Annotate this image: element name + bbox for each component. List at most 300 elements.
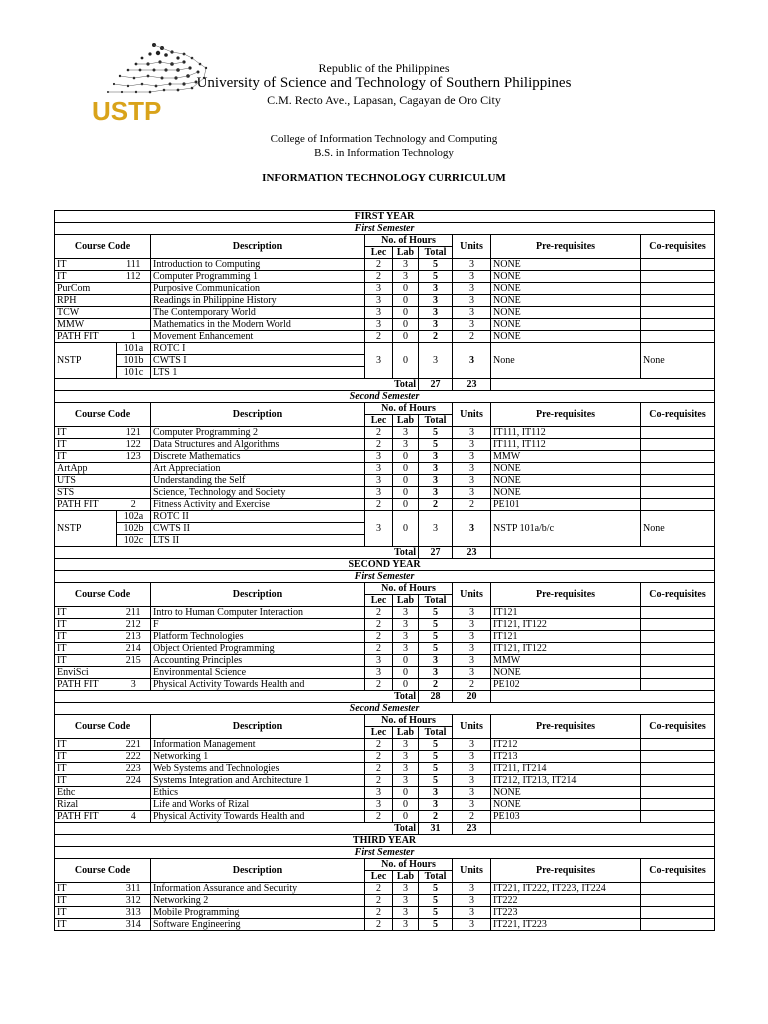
description-header: Description bbox=[151, 403, 365, 427]
lec-hours: 3 bbox=[365, 463, 393, 475]
course-code-header: Course Code bbox=[55, 235, 151, 259]
prerequisites: NONE bbox=[491, 259, 641, 271]
corequisites bbox=[641, 919, 715, 931]
corequisites bbox=[641, 487, 715, 499]
lab-hours: 0 bbox=[393, 295, 419, 307]
course-number: 224 bbox=[117, 775, 151, 787]
total-hours: 3 bbox=[419, 787, 453, 799]
corequisites bbox=[641, 631, 715, 643]
lec-hours: 2 bbox=[365, 619, 393, 631]
semester-total-hours: 31 bbox=[419, 823, 453, 835]
prerequisites: MMW bbox=[491, 655, 641, 667]
lec-hours: 2 bbox=[365, 607, 393, 619]
lec-hours: 2 bbox=[365, 427, 393, 439]
course-subject: IT bbox=[55, 271, 117, 283]
course-subject: IT bbox=[55, 919, 117, 931]
units: 3 bbox=[453, 295, 491, 307]
course-description: Life and Works of Rizal bbox=[151, 799, 365, 811]
corequisites bbox=[641, 283, 715, 295]
lec-header: Lec bbox=[365, 727, 393, 739]
course-row bbox=[55, 787, 715, 799]
semester-row bbox=[55, 571, 715, 583]
corequisites bbox=[641, 607, 715, 619]
corequisites bbox=[641, 259, 715, 271]
course-number bbox=[117, 787, 151, 799]
course-subject: MMW bbox=[55, 319, 117, 331]
semester-total-row bbox=[55, 691, 715, 703]
semester-total-row bbox=[55, 379, 715, 391]
lec-hours: 2 bbox=[365, 499, 393, 511]
semester-total-units: 23 bbox=[453, 823, 491, 835]
prerequisites: MMW bbox=[491, 451, 641, 463]
units: 3 bbox=[453, 283, 491, 295]
course-row bbox=[55, 427, 715, 439]
prerequisites: NONE bbox=[491, 487, 641, 499]
total-hours: 3 bbox=[419, 667, 453, 679]
course-number: 2 bbox=[117, 499, 151, 511]
lab-hours: 0 bbox=[393, 475, 419, 487]
hours-header: No. of Hours bbox=[365, 859, 453, 871]
course-description: Computer Programming 1 bbox=[151, 271, 365, 283]
course-number bbox=[117, 319, 151, 331]
corequisites bbox=[641, 307, 715, 319]
course-number: 314 bbox=[117, 919, 151, 931]
prerequisites: NONE bbox=[491, 307, 641, 319]
course-description: LTS II bbox=[151, 535, 365, 547]
lab-header: Lab bbox=[393, 595, 419, 607]
course-row bbox=[55, 439, 715, 451]
prerequisites: IT212 bbox=[491, 739, 641, 751]
units-header: Units bbox=[453, 583, 491, 607]
units: 3 bbox=[453, 763, 491, 775]
year-title: FIRST YEAR bbox=[55, 211, 715, 223]
course-number: 102a bbox=[117, 511, 151, 523]
lec-hours: 2 bbox=[365, 739, 393, 751]
lab-hours: 0 bbox=[393, 679, 419, 691]
prerequisites: NONE bbox=[491, 295, 641, 307]
semester-total-row bbox=[55, 823, 715, 835]
semester-row bbox=[55, 391, 715, 403]
units-header: Units bbox=[453, 715, 491, 739]
course-subject: IT bbox=[55, 607, 117, 619]
prerequisites: NONE bbox=[491, 283, 641, 295]
corequisites bbox=[641, 643, 715, 655]
prerequisites: IT121, IT122 bbox=[491, 619, 641, 631]
total-hours: 5 bbox=[419, 259, 453, 271]
course-description: Movement Enhancement bbox=[151, 331, 365, 343]
hours-header: No. of Hours bbox=[365, 235, 453, 247]
coreq-header: Co-requisites bbox=[641, 859, 715, 883]
corequisites bbox=[641, 667, 715, 679]
course-number: 112 bbox=[117, 271, 151, 283]
prerequisites: IT111, IT112 bbox=[491, 427, 641, 439]
prereq-header: Pre-requisites bbox=[491, 403, 641, 427]
corequisites bbox=[641, 295, 715, 307]
year-row bbox=[55, 559, 715, 571]
lec-hours: 2 bbox=[365, 763, 393, 775]
lec-hours: 3 bbox=[365, 343, 393, 379]
empty-cell bbox=[491, 823, 715, 835]
lec-hours: 3 bbox=[365, 487, 393, 499]
corequisites bbox=[641, 787, 715, 799]
nstp-row bbox=[55, 343, 715, 355]
lab-hours: 0 bbox=[393, 811, 419, 823]
lec-hours: 3 bbox=[365, 295, 393, 307]
course-number: 211 bbox=[117, 607, 151, 619]
course-row bbox=[55, 271, 715, 283]
semester-title: Second Semester bbox=[55, 391, 715, 403]
total-header: Total bbox=[419, 595, 453, 607]
semester-title: First Semester bbox=[55, 571, 715, 583]
course-row bbox=[55, 667, 715, 679]
course-subject: IT bbox=[55, 619, 117, 631]
lab-header: Lab bbox=[393, 871, 419, 883]
course-number: 223 bbox=[117, 763, 151, 775]
course-description: ROTC I bbox=[151, 343, 365, 355]
course-description: The Contemporary World bbox=[151, 307, 365, 319]
course-number: 213 bbox=[117, 631, 151, 643]
total-hours: 5 bbox=[419, 919, 453, 931]
course-row bbox=[55, 799, 715, 811]
prerequisites: IT111, IT112 bbox=[491, 439, 641, 451]
description-header: Description bbox=[151, 235, 365, 259]
units: 3 bbox=[453, 919, 491, 931]
year-title: THIRD YEAR bbox=[55, 835, 715, 847]
coreq-header: Co-requisites bbox=[641, 583, 715, 607]
lab-hours: 3 bbox=[393, 439, 419, 451]
corequisites bbox=[641, 679, 715, 691]
total-header: Total bbox=[419, 415, 453, 427]
semester-title: Second Semester bbox=[55, 703, 715, 715]
course-number bbox=[117, 463, 151, 475]
course-description: Environmental Science bbox=[151, 667, 365, 679]
course-subject: IT bbox=[55, 451, 117, 463]
corequisites bbox=[641, 319, 715, 331]
semester-row bbox=[55, 223, 715, 235]
university-address: C.M. Recto Ave., Lapasan, Cagayan de Oro City bbox=[267, 93, 501, 107]
corequisites: None bbox=[641, 343, 715, 379]
prerequisites: PE103 bbox=[491, 811, 641, 823]
course-number bbox=[117, 295, 151, 307]
total-header: Total bbox=[419, 727, 453, 739]
course-row bbox=[55, 259, 715, 271]
lec-hours: 3 bbox=[365, 475, 393, 487]
prerequisites: NONE bbox=[491, 271, 641, 283]
course-description: Intro to Human Computer Interaction bbox=[151, 607, 365, 619]
lab-hours: 0 bbox=[393, 787, 419, 799]
lab-header: Lab bbox=[393, 247, 419, 259]
lec-hours: 3 bbox=[365, 319, 393, 331]
course-subject: PATH FIT bbox=[55, 679, 117, 691]
lab-hours: 3 bbox=[393, 271, 419, 283]
course-number: 312 bbox=[117, 895, 151, 907]
column-header-row bbox=[55, 583, 715, 595]
lab-hours: 0 bbox=[393, 451, 419, 463]
course-description: Information Management bbox=[151, 739, 365, 751]
course-subject: Rizal bbox=[55, 799, 117, 811]
lab-hours: 0 bbox=[393, 799, 419, 811]
lab-hours: 3 bbox=[393, 619, 419, 631]
course-row bbox=[55, 451, 715, 463]
lab-header: Lab bbox=[393, 415, 419, 427]
units: 3 bbox=[453, 463, 491, 475]
course-number: 221 bbox=[117, 739, 151, 751]
course-row bbox=[55, 319, 715, 331]
lec-hours: 2 bbox=[365, 751, 393, 763]
total-hours: 5 bbox=[419, 739, 453, 751]
column-header-row bbox=[55, 859, 715, 871]
total-hours: 3 bbox=[419, 343, 453, 379]
units: 3 bbox=[453, 475, 491, 487]
corequisites bbox=[641, 619, 715, 631]
total-header: Total bbox=[419, 247, 453, 259]
lec-hours: 2 bbox=[365, 775, 393, 787]
course-number bbox=[117, 475, 151, 487]
course-subject: PATH FIT bbox=[55, 499, 117, 511]
lab-hours: 3 bbox=[393, 883, 419, 895]
logo-wordmark: USTP bbox=[92, 96, 162, 122]
total-label: Total bbox=[55, 379, 419, 391]
column-header-row bbox=[55, 715, 715, 727]
corequisites bbox=[641, 451, 715, 463]
column-header-row bbox=[55, 403, 715, 415]
corequisites bbox=[641, 475, 715, 487]
course-row bbox=[55, 739, 715, 751]
units-header: Units bbox=[453, 859, 491, 883]
course-subject: IT bbox=[55, 739, 117, 751]
units: 3 bbox=[453, 259, 491, 271]
lab-hours: 3 bbox=[393, 775, 419, 787]
corequisites: None bbox=[641, 511, 715, 547]
year-row bbox=[55, 211, 715, 223]
lec-hours: 2 bbox=[365, 895, 393, 907]
course-row bbox=[55, 607, 715, 619]
prerequisites: NONE bbox=[491, 787, 641, 799]
total-hours: 5 bbox=[419, 883, 453, 895]
total-hours: 2 bbox=[419, 331, 453, 343]
semester-total-hours: 27 bbox=[419, 379, 453, 391]
units-header: Units bbox=[453, 403, 491, 427]
course-number: 101b bbox=[117, 355, 151, 367]
course-subject: IT bbox=[55, 751, 117, 763]
course-row bbox=[55, 475, 715, 487]
coreq-header: Co-requisites bbox=[641, 715, 715, 739]
course-number: 313 bbox=[117, 907, 151, 919]
course-number bbox=[117, 487, 151, 499]
lec-hours: 3 bbox=[365, 451, 393, 463]
prerequisites: NONE bbox=[491, 475, 641, 487]
course-row bbox=[55, 295, 715, 307]
lec-hours: 2 bbox=[365, 439, 393, 451]
course-subject: NSTP bbox=[55, 343, 117, 379]
prerequisites: IT121 bbox=[491, 631, 641, 643]
total-hours: 5 bbox=[419, 619, 453, 631]
course-number: 101c bbox=[117, 367, 151, 379]
course-number: 121 bbox=[117, 427, 151, 439]
course-description: CWTS I bbox=[151, 355, 365, 367]
description-header: Description bbox=[151, 583, 365, 607]
coreq-header: Co-requisites bbox=[641, 403, 715, 427]
total-hours: 2 bbox=[419, 679, 453, 691]
course-description: F bbox=[151, 619, 365, 631]
course-number: 111 bbox=[117, 259, 151, 271]
curriculum-title: INFORMATION TECHNOLOGY CURRICULUM bbox=[262, 172, 506, 184]
course-row bbox=[55, 919, 715, 931]
semester-total-units: 23 bbox=[453, 547, 491, 559]
course-code-header: Course Code bbox=[55, 583, 151, 607]
course-row bbox=[55, 655, 715, 667]
prerequisites: NONE bbox=[491, 319, 641, 331]
course-description: Systems Integration and Architecture 1 bbox=[151, 775, 365, 787]
course-number: 215 bbox=[117, 655, 151, 667]
total-hours: 3 bbox=[419, 799, 453, 811]
hours-header: No. of Hours bbox=[365, 583, 453, 595]
lab-hours: 0 bbox=[393, 307, 419, 319]
units: 3 bbox=[453, 427, 491, 439]
units: 3 bbox=[453, 751, 491, 763]
course-row bbox=[55, 619, 715, 631]
prerequisites: NONE bbox=[491, 667, 641, 679]
total-hours: 5 bbox=[419, 751, 453, 763]
units: 3 bbox=[453, 487, 491, 499]
course-subject: IT bbox=[55, 907, 117, 919]
lab-hours: 3 bbox=[393, 631, 419, 643]
lab-hours: 3 bbox=[393, 907, 419, 919]
course-row bbox=[55, 487, 715, 499]
course-subject: PurCom bbox=[55, 283, 117, 295]
corequisites bbox=[641, 439, 715, 451]
semester-row bbox=[55, 703, 715, 715]
total-hours: 3 bbox=[419, 655, 453, 667]
semester-row bbox=[55, 847, 715, 859]
course-description: Mathematics in the Modern World bbox=[151, 319, 365, 331]
course-number bbox=[117, 799, 151, 811]
prerequisites: NONE bbox=[491, 463, 641, 475]
total-hours: 3 bbox=[419, 451, 453, 463]
curriculum-table bbox=[54, 210, 715, 931]
prerequisites: IT121 bbox=[491, 607, 641, 619]
course-code-header: Course Code bbox=[55, 403, 151, 427]
course-row bbox=[55, 643, 715, 655]
course-number: 102b bbox=[117, 523, 151, 535]
prerequisites: IT222 bbox=[491, 895, 641, 907]
units: 3 bbox=[453, 739, 491, 751]
lab-hours: 0 bbox=[393, 331, 419, 343]
course-number bbox=[117, 307, 151, 319]
lab-hours: 3 bbox=[393, 919, 419, 931]
course-subject: TCW bbox=[55, 307, 117, 319]
course-description: Science, Technology and Society bbox=[151, 487, 365, 499]
course-subject: IT bbox=[55, 883, 117, 895]
course-subject: UTS bbox=[55, 475, 117, 487]
corequisites bbox=[641, 763, 715, 775]
course-number bbox=[117, 283, 151, 295]
course-description: LTS 1 bbox=[151, 367, 365, 379]
units: 3 bbox=[453, 451, 491, 463]
lec-header: Lec bbox=[365, 247, 393, 259]
lec-hours: 2 bbox=[365, 907, 393, 919]
nstp-row bbox=[55, 511, 715, 523]
course-description: Web Systems and Technologies bbox=[151, 763, 365, 775]
course-code-header: Course Code bbox=[55, 859, 151, 883]
country-line: Republic of the Philippines bbox=[318, 61, 450, 75]
course-subject: RPH bbox=[55, 295, 117, 307]
lec-hours: 2 bbox=[365, 679, 393, 691]
prereq-header: Pre-requisites bbox=[491, 715, 641, 739]
lec-header: Lec bbox=[365, 595, 393, 607]
description-header: Description bbox=[151, 715, 365, 739]
program-name: B.S. in Information Technology bbox=[314, 147, 454, 159]
units: 2 bbox=[453, 331, 491, 343]
course-description: ROTC II bbox=[151, 511, 365, 523]
course-number: 123 bbox=[117, 451, 151, 463]
total-hours: 5 bbox=[419, 775, 453, 787]
lec-hours: 3 bbox=[365, 511, 393, 547]
course-number: 3 bbox=[117, 679, 151, 691]
lab-hours: 0 bbox=[393, 499, 419, 511]
total-hours: 3 bbox=[419, 487, 453, 499]
course-description: Readings in Philippine History bbox=[151, 295, 365, 307]
course-description: Art Appreciation bbox=[151, 463, 365, 475]
course-subject: IT bbox=[55, 775, 117, 787]
course-description: Platform Technologies bbox=[151, 631, 365, 643]
lab-hours: 0 bbox=[393, 343, 419, 379]
course-description: Software Engineering bbox=[151, 919, 365, 931]
lec-hours: 3 bbox=[365, 283, 393, 295]
corequisites bbox=[641, 907, 715, 919]
semester-title: First Semester bbox=[55, 223, 715, 235]
lab-hours: 3 bbox=[393, 259, 419, 271]
course-description: Object Oriented Programming bbox=[151, 643, 365, 655]
lab-hours: 3 bbox=[393, 607, 419, 619]
course-number bbox=[117, 667, 151, 679]
total-hours: 3 bbox=[419, 511, 453, 547]
lec-hours: 3 bbox=[365, 667, 393, 679]
lab-hours: 3 bbox=[393, 739, 419, 751]
units-header: Units bbox=[453, 235, 491, 259]
prerequisites: IT121, IT122 bbox=[491, 643, 641, 655]
course-subject: PATH FIT bbox=[55, 811, 117, 823]
empty-cell bbox=[491, 547, 715, 559]
corequisites bbox=[641, 739, 715, 751]
course-subject: ArtApp bbox=[55, 463, 117, 475]
lab-hours: 3 bbox=[393, 763, 419, 775]
hours-header: No. of Hours bbox=[365, 403, 453, 415]
course-description: Networking 1 bbox=[151, 751, 365, 763]
corequisites bbox=[641, 751, 715, 763]
lec-hours: 2 bbox=[365, 271, 393, 283]
lec-hours: 3 bbox=[365, 307, 393, 319]
course-row bbox=[55, 499, 715, 511]
lab-header: Lab bbox=[393, 727, 419, 739]
course-subject: IT bbox=[55, 631, 117, 643]
prerequisites: IT223 bbox=[491, 907, 641, 919]
university-name: University of Science and Technology of Southern Philippines bbox=[196, 75, 572, 91]
units: 3 bbox=[453, 667, 491, 679]
lec-hours: 3 bbox=[365, 787, 393, 799]
total-hours: 5 bbox=[419, 427, 453, 439]
prerequisites: IT221, IT222, IT223, IT224 bbox=[491, 883, 641, 895]
units: 2 bbox=[453, 811, 491, 823]
corequisites bbox=[641, 271, 715, 283]
lab-hours: 3 bbox=[393, 895, 419, 907]
total-header: Total bbox=[419, 871, 453, 883]
lec-hours: 2 bbox=[365, 811, 393, 823]
course-number: 214 bbox=[117, 643, 151, 655]
course-number: 212 bbox=[117, 619, 151, 631]
lec-hours: 2 bbox=[365, 883, 393, 895]
prerequisites: NONE bbox=[491, 331, 641, 343]
